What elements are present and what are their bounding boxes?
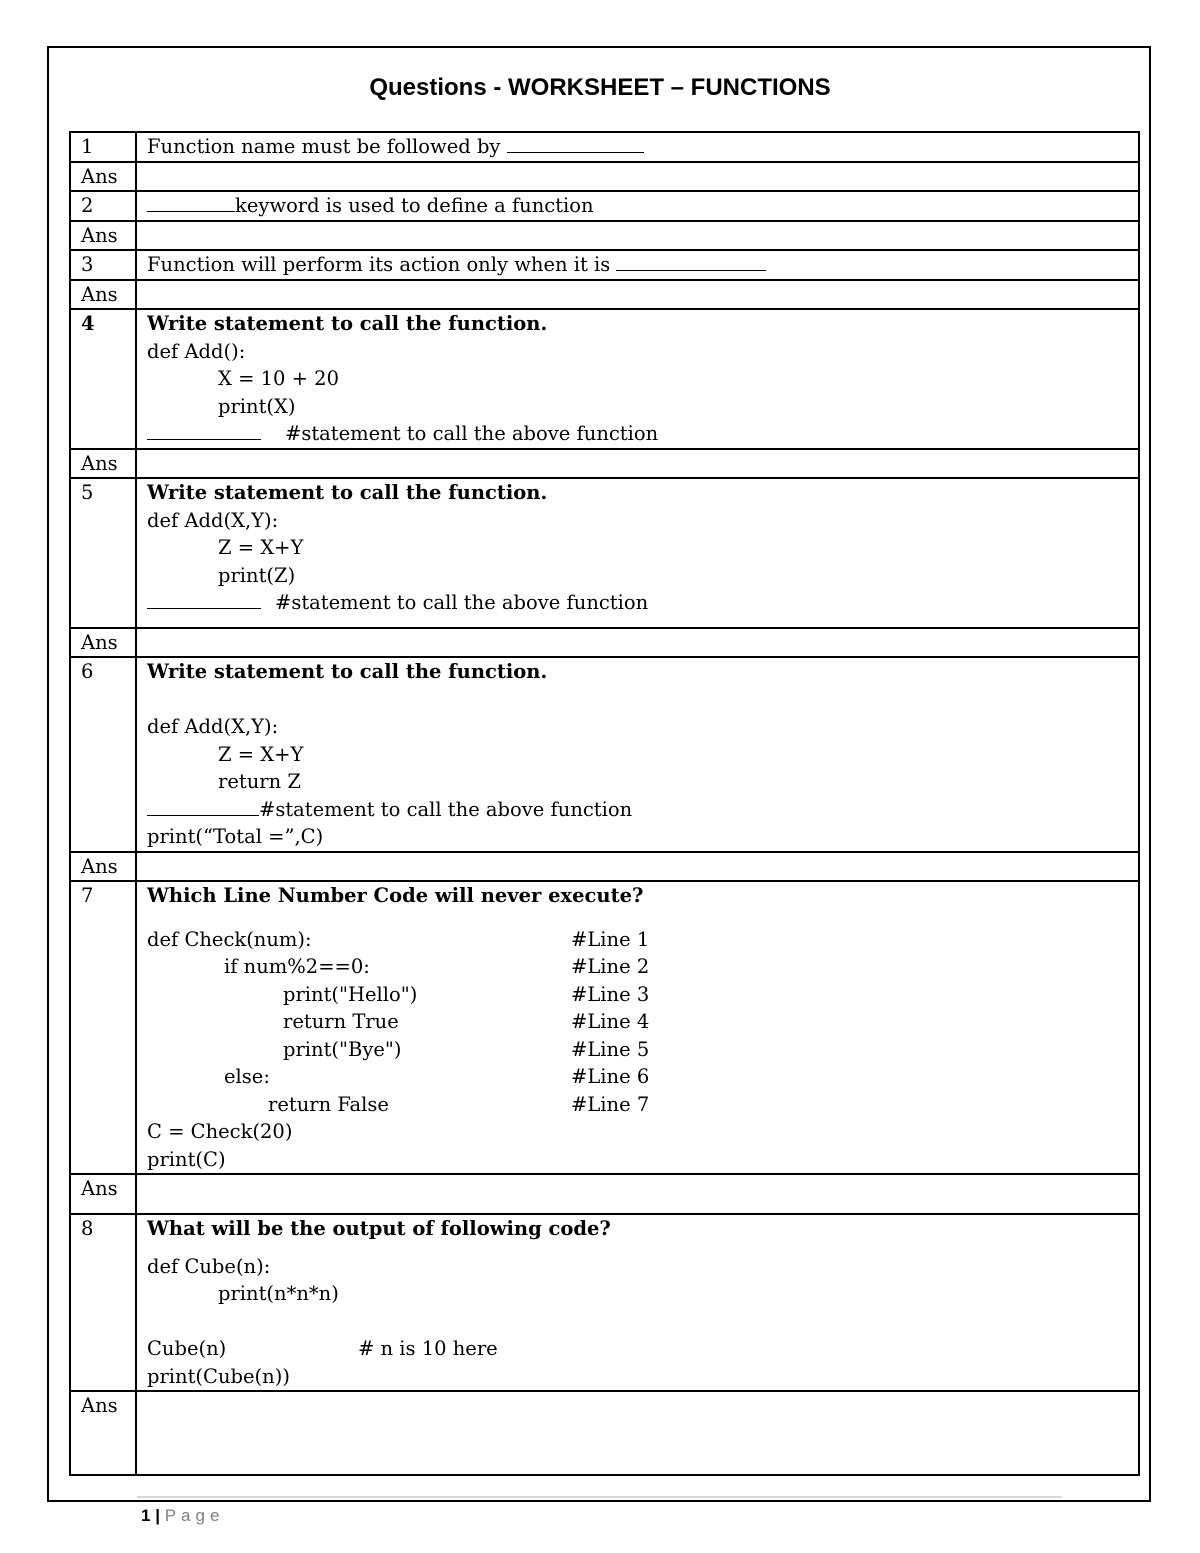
code-line: def Add(X,Y):	[147, 508, 279, 532]
fill-blank[interactable]	[147, 197, 235, 212]
code-line: def Check(num): #Line 1	[147, 927, 650, 951]
question-number: 8	[70, 1214, 136, 1391]
code-comment: #statement to call the above function	[275, 591, 649, 614]
question-text	[136, 132, 1139, 162]
worksheet-title: Questions - WORKSHEET – FUNCTIONS	[369, 74, 831, 101]
answer-cell[interactable]	[136, 852, 1139, 882]
question-number: 6	[70, 657, 136, 852]
question-row-6	[70, 657, 1139, 852]
question-number: 7	[70, 881, 136, 1174]
question-text	[136, 478, 1139, 628]
question-text	[136, 1214, 1139, 1391]
code-line: return Z	[218, 770, 301, 793]
code-line: return False #Line 7	[268, 1092, 650, 1116]
question-heading: Write statement to call the function.	[147, 481, 548, 504]
footer-rule	[137, 1496, 1062, 1498]
q1-text: Function name must be followed by	[147, 135, 507, 158]
question-number: 4	[70, 309, 136, 449]
fill-blank[interactable]	[616, 256, 766, 271]
question-number: 3	[70, 250, 136, 280]
code-line: if num%2==0: #Line 2	[224, 955, 650, 978]
question-row-8	[70, 1214, 1139, 1391]
code-line: print(Z)	[218, 563, 296, 587]
answer-cell[interactable]	[136, 162, 1139, 192]
code-line: def Add():	[147, 339, 246, 363]
answer-cell[interactable]	[136, 449, 1139, 479]
code-line: def Add(X,Y):	[147, 715, 279, 738]
question-row-3	[70, 250, 1139, 280]
code-line: print(C)	[147, 1147, 226, 1171]
question-text	[136, 250, 1139, 280]
question-number: 2	[70, 191, 136, 221]
answer-label: Ans	[70, 1174, 136, 1214]
fill-blank[interactable]	[147, 425, 261, 440]
fill-blank[interactable]	[507, 138, 644, 153]
answer-label: Ans	[70, 162, 136, 192]
question-number: 5	[70, 478, 136, 628]
code-line: print("Hello") #Line 3	[283, 982, 650, 1006]
answer-row-1	[70, 162, 1139, 192]
page-label: Page	[164, 1506, 225, 1525]
answer-row-8	[70, 1391, 1139, 1475]
answer-label: Ans	[70, 852, 136, 882]
footer-separator: |	[155, 1506, 160, 1525]
code-comment: # n is 10 here	[358, 1337, 498, 1360]
question-heading: Write statement to call the function.	[147, 660, 548, 683]
code-line: print(n*n*n)	[218, 1282, 339, 1305]
code-line: print(Cube(n))	[147, 1364, 290, 1388]
answer-row-3	[70, 280, 1139, 310]
worksheet-table	[69, 131, 1140, 1476]
answer-cell[interactable]	[136, 1391, 1139, 1475]
question-row-4	[70, 309, 1139, 449]
code-comment: #statement to call the above function	[259, 797, 633, 821]
page-number: 1	[141, 1506, 151, 1525]
answer-label: Ans	[70, 221, 136, 251]
answer-row-7	[70, 1174, 1139, 1214]
code-line: Cube(n)	[147, 1337, 227, 1360]
code-line: else: #Line 6	[224, 1065, 650, 1088]
code-line: C = Check(20)	[147, 1120, 293, 1143]
code-line: print(“Total =”,C)	[147, 825, 324, 848]
question-row-1	[70, 132, 1139, 162]
q2-text: keyword is used to define a function	[235, 194, 594, 217]
question-number: 1	[70, 132, 136, 162]
question-text	[136, 191, 1139, 221]
code-line: X = 10 + 20	[218, 367, 339, 390]
question-heading: Which Line Number Code will never execute?	[147, 884, 644, 907]
fill-blank[interactable]	[147, 801, 259, 816]
question-text	[136, 881, 1139, 1174]
question-text	[136, 309, 1139, 449]
fill-blank[interactable]	[147, 594, 261, 609]
answer-label: Ans	[70, 449, 136, 479]
answer-row-6	[70, 852, 1139, 882]
code-line: return True #Line 4	[283, 1010, 650, 1033]
page-footer	[141, 1506, 224, 1526]
q3-text: Function will perform its action only when it is	[147, 253, 617, 276]
answer-cell[interactable]	[136, 1174, 1139, 1214]
code-line: Z = X+Y	[218, 536, 304, 559]
question-row-2	[70, 191, 1139, 221]
question-heading: What will be the output of following code?	[147, 1217, 611, 1240]
answer-label: Ans	[70, 628, 136, 658]
code-line: print("Bye") #Line 5	[283, 1037, 650, 1061]
code-comment: #statement to call the above function	[285, 422, 659, 445]
answer-row-2	[70, 221, 1139, 251]
question-heading: Write statement to call the function.	[147, 312, 548, 335]
answer-cell[interactable]	[136, 628, 1139, 658]
answer-label: Ans	[70, 280, 136, 310]
answer-row-4	[70, 449, 1139, 479]
answer-cell[interactable]	[136, 221, 1139, 251]
question-row-7	[70, 881, 1139, 1174]
question-text	[136, 657, 1139, 852]
question-row-5	[70, 478, 1139, 628]
answer-row-5	[70, 628, 1139, 658]
code-line: Z = X+Y	[218, 742, 304, 766]
answer-label: Ans	[70, 1391, 136, 1475]
code-line: def Cube(n):	[147, 1254, 271, 1278]
code-line: print(X)	[218, 394, 296, 418]
answer-cell[interactable]	[136, 280, 1139, 310]
